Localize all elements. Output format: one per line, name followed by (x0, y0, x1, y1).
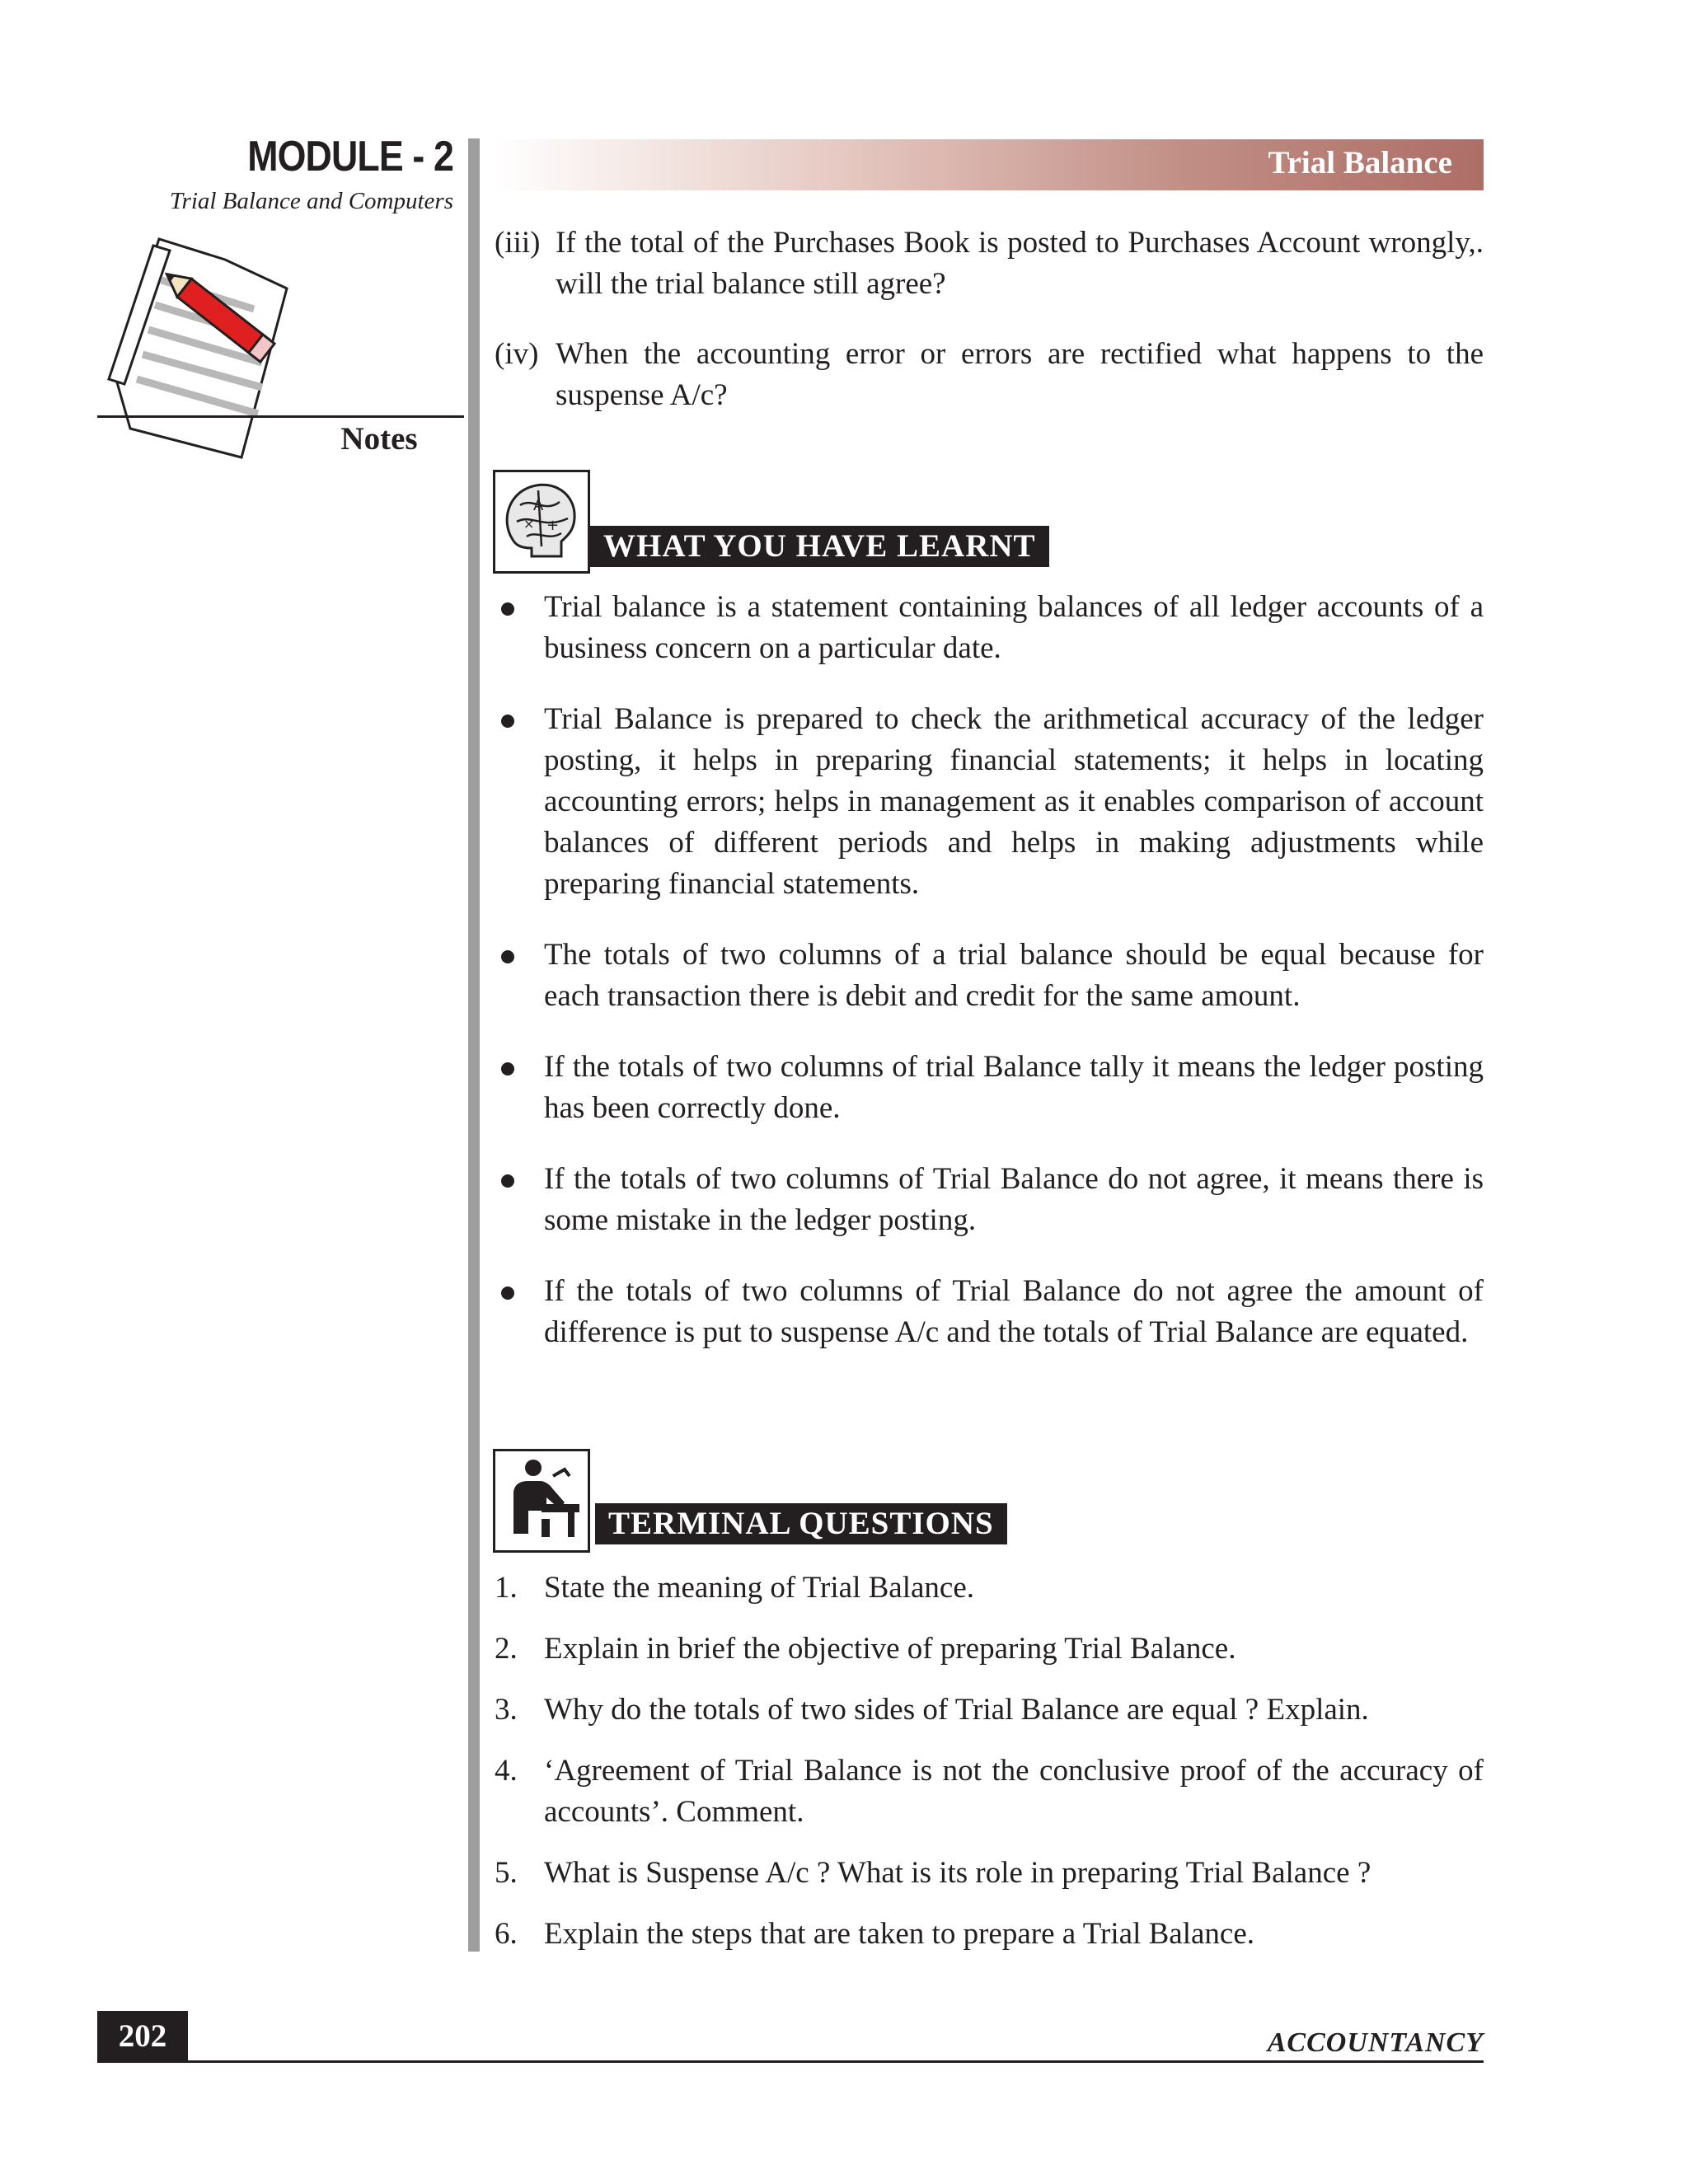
question-label: (iii) (495, 226, 541, 260)
list-item (495, 587, 1484, 669)
list-item (495, 1853, 1484, 1894)
bullet-icon (501, 1286, 514, 1300)
question-text: When the accounting error or errors are rectified what happens to the suspense A/c? (556, 337, 1484, 412)
margin-rule (468, 138, 480, 1952)
question-number: 1. (495, 1571, 518, 1605)
list-item (495, 1914, 1484, 1955)
list-item (495, 935, 1484, 1017)
list-item (495, 1159, 1484, 1241)
notepad-pencil-icon (97, 223, 320, 462)
list-item-text: Trial Balance is prepared to check the arithmetical accuracy of the ledger posting, it helps in preparing financial statements; it helps in locating accounting errors; helps in management as it enables comparison of account balances of different periods and helps in making adjustments while preparing financial statements. (544, 702, 1484, 901)
list-item-text: Trial balance is a statement containing balances of all ledger accounts of a business concern on a particular date. (544, 590, 1484, 665)
page-number: 202 (97, 2011, 188, 2062)
student-desk-icon (493, 1449, 590, 1553)
list-item-text: If the totals of two columns of Trial Balance do not agree, it means there is some mistake in the ledger posting. (544, 1162, 1484, 1237)
list-item (495, 1750, 1484, 1833)
bullet-icon (501, 602, 514, 616)
question-item-iv (495, 334, 1484, 416)
question-item-iii (495, 223, 1484, 305)
module-title: MODULE - 2 (247, 133, 453, 180)
svg-text:+: + (546, 517, 560, 534)
list-item-text: If the totals of two columns of trial Balance tally it means the ledger posting has been correctly done. (544, 1050, 1484, 1125)
notes-label: Notes (340, 421, 418, 457)
question-text: If the total of the Purchases Book is posted to Purchases Account wrongly,. will the trial balance still agree? (556, 226, 1484, 301)
list-item (495, 1629, 1484, 1670)
list-item (495, 1047, 1484, 1129)
footer-subject: ACCOUNTANCY (1267, 2027, 1484, 2058)
question-text: Explain the steps that are taken to prepare a Trial Balance. (544, 1917, 1255, 1951)
chapter-banner (493, 139, 1484, 190)
question-number: 2. (495, 1632, 518, 1666)
list-item (495, 1690, 1484, 1731)
section-heading-terminal: TERMINAL QUESTIONS (595, 1503, 1007, 1544)
section-heading-learnt: WHAT YOU HAVE LEARNT (590, 526, 1049, 567)
notes-divider (97, 415, 464, 418)
question-text: State the meaning of Trial Balance. (544, 1571, 974, 1605)
list-item-text: If the totals of two columns of Trial Balance do not agree the amount of difference is put to suspense A/c and the totals of Trial Balance are equated. (544, 1274, 1484, 1349)
question-label: (iv) (495, 337, 539, 371)
bullet-icon (501, 1062, 514, 1076)
svg-text:A: A (533, 497, 544, 514)
question-number: 5. (495, 1856, 518, 1890)
list-item (495, 1568, 1484, 1609)
question-text: What is Suspense A/c ? What is its role in preparing Trial Balance ? (544, 1856, 1372, 1890)
list-item (495, 1271, 1484, 1353)
question-number: 6. (495, 1917, 518, 1951)
question-text: ‘Agreement of Trial Balance is not the conclusive proof of the accuracy of accounts’. Comment. (544, 1754, 1484, 1829)
brain-icon (493, 470, 590, 574)
list-item (495, 699, 1484, 905)
bullet-icon (501, 715, 514, 728)
bullet-icon (501, 950, 514, 963)
footer-divider (97, 2060, 1484, 2063)
module-subtitle: Trial Balance and Computers (170, 188, 453, 214)
chapter-title: Trial Balance (1268, 145, 1452, 180)
svg-text:×: × (523, 516, 535, 532)
bullet-icon (501, 1174, 514, 1188)
question-number: 4. (495, 1754, 518, 1788)
list-item-text: The totals of two columns of a trial balance should be equal because for each transaction there is debit and credit for the same amount. (544, 938, 1484, 1013)
question-number: 3. (495, 1693, 518, 1727)
question-text: Explain in brief the objective of preparing Trial Balance. (544, 1632, 1236, 1666)
question-text: Why do the totals of two sides of Trial Balance are equal ? Explain. (544, 1693, 1369, 1727)
